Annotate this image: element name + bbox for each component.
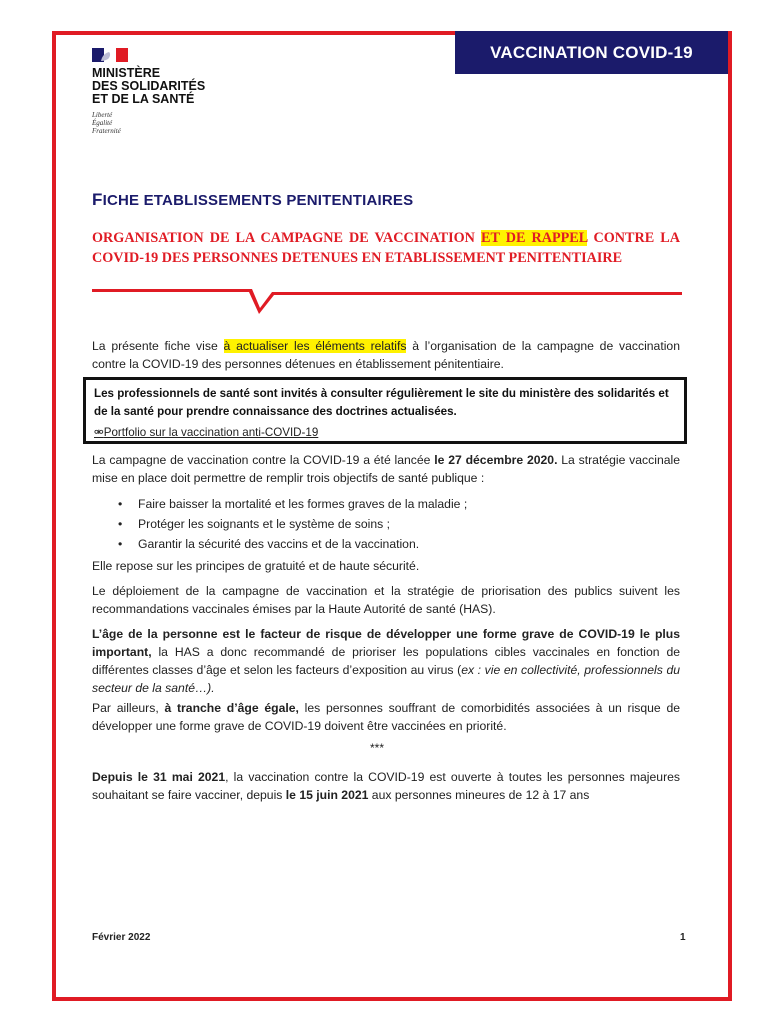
campaign-before: La campagne de vaccination contre la COVID-19 a été lancée — [92, 453, 435, 467]
portfolio-link-label: Portfolio sur la vaccination anti-COVID-19 — [103, 426, 319, 439]
deployment-paragraph: Le déploiement de la campagne de vaccination et la stratégie de priorisation des publics suivent les recommandations vaccinales émises par la Haute Autorité de santé (HAS). — [92, 584, 680, 616]
age-bold: L’âge de la personne est le facteur de risque de développer une forme grave de COVID-19 le plus important, — [92, 627, 680, 659]
notice-box — [83, 377, 687, 444]
campaign-paragraph — [92, 451, 680, 487]
fiche-title — [92, 190, 413, 210]
intro-paragraph — [92, 337, 680, 373]
page-number: 1 — [680, 932, 686, 943]
title-divider-chevron — [92, 284, 682, 314]
org-title-highlight: ET DE RAPPEL — [480, 230, 588, 246]
may-end: aux personnes mineures de 12 à 17 ans — [368, 788, 590, 802]
motto-fraternite: Fraternité — [92, 127, 121, 135]
list-item: • Faire baisser la mortalité et les formes graves de la maladie ; — [118, 494, 467, 514]
link-chain-icon: ⚮ — [94, 426, 104, 439]
ministry-line-2: DES SOLIDARITÉS — [92, 79, 206, 93]
portfolio-link[interactable] — [94, 425, 318, 439]
section-separator: *** — [370, 741, 385, 755]
ministry-line-3: ET DE LA SANTÉ — [92, 92, 195, 106]
fiche-title-initial: F — [92, 190, 103, 209]
list-item: • Protéger les soignants et le système de soins ; — [118, 514, 467, 534]
comorbid-before: Par ailleurs, — [92, 701, 165, 715]
motto-egalite: Égalité — [92, 119, 113, 127]
campaign-date: le 27 décembre 2020. — [434, 453, 558, 467]
republic-motto — [92, 111, 121, 135]
ministry-logo-text — [92, 67, 205, 106]
objectives-list — [118, 494, 467, 554]
principles-paragraph: Elle repose sur les principes de gratuité et de haute sécurité. — [92, 559, 420, 573]
org-title-part-2: CONTRE LA COVID-19 DES PERSONNES DETENUES EN ETABLISSEMENT PENITENTIAIRE — [92, 230, 680, 266]
intro-highlight: à actualiser les éléments relatifs — [223, 339, 407, 353]
footer-date: Février 2022 — [92, 932, 151, 943]
may-middle: , la vaccination contre la COVID-19 est ouverte à toutes les personnes majeures souhaitant se faire vacciner, depuis — [92, 770, 680, 802]
comorbid-bold: à tranche d’âge égale, — [164, 701, 299, 715]
intro-before: La présente fiche vise — [92, 339, 224, 353]
intro-after: à l’organisation de la campagne de vaccination contre la COVID-19 des personnes détenues en établissement pénitentiaire. — [92, 339, 680, 371]
may-june-paragraph — [92, 768, 680, 804]
age-paragraph — [92, 625, 680, 697]
notice-text: Les professionnels de santé sont invités à consulter régulièrement le site du ministère des solidarités et de la santé pour prendre connaissance des doctrines actualisées. — [94, 387, 669, 418]
organisation-title — [92, 228, 680, 268]
age-italic: ex : vie en collectivité, professionnels du secteur de la santé…). — [92, 663, 681, 695]
june-date: le 15 juin 2021 — [285, 788, 369, 802]
ministry-line-1: MINISTÈRE — [92, 66, 161, 80]
campaign-after: La stratégie vaccinale mise en place doit permettre de remplir trois objectifs de santé publique : — [92, 453, 680, 485]
may-date: Depuis le 31 mai 2021 — [92, 770, 226, 784]
comorbidity-paragraph — [92, 699, 680, 735]
motto-liberte: Liberté — [92, 111, 113, 119]
vaccination-banner: VACCINATION COVID-19 — [455, 31, 728, 74]
org-title-part-1: ORGANISATION DE LA CAMPAGNE DE VACCINATION — [92, 230, 481, 246]
comorbid-after: les personnes souffrant de comorbidités associées à un risque de développer une forme grave de COVID-19 doivent être vaccinées en priorité. — [92, 701, 681, 733]
list-item: • Garantir la sécurité des vaccins et de la vaccination. — [118, 534, 467, 554]
age-middle: la HAS a donc recommandé de prioriser les populations cibles vaccinales en fonction de différentes classes d’âge et selon les facteurs d’exposition au virus ( — [92, 645, 680, 677]
marianne-flag-icon — [92, 48, 128, 62]
fiche-title-rest: ICHE ETABLISSEMENTS PENITENTIAIRES — [102, 192, 414, 209]
